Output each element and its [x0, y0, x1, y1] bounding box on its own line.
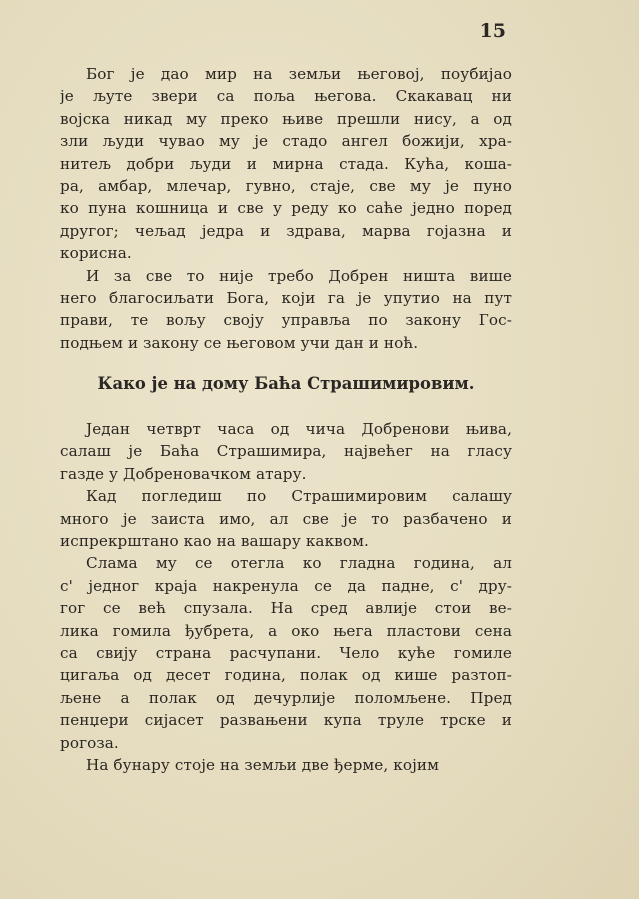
text-line: пенџери сијасет развањени купа труле трске и — [60, 711, 512, 730]
text-line: љене а полак од дечурлије поломљене. Пред — [60, 688, 512, 707]
text-line: Кад погледиш по Страшимировим салашу — [86, 487, 512, 506]
text-line: војска никад му преко њиве прешли нису, а од — [60, 109, 512, 128]
text-line: лика гомила ђубрета, а око њега пластови сена — [60, 621, 512, 640]
text-line: ко пуна кошница и све у реду ко саће једно поред — [60, 199, 512, 218]
paragraph — [60, 265, 512, 355]
text-line: с' једног краја накренула се да падне, с' дру- — [60, 576, 512, 595]
text-line: подњем и закону се његовом учи дан и ноћ. — [60, 333, 419, 352]
text-line: са свију страна расчупани. Чело куће гомиле — [60, 644, 512, 663]
text-line: гог се већ спузала. На сред авлије стои ве- — [60, 599, 512, 618]
text-line: Један четврт часа од чича Добренови њива, — [86, 420, 512, 438]
text-line: Бог је дао мир на земљи његовој, поубијао — [86, 65, 512, 83]
text-line: него благосиљати Бога, који га је упутио на пут — [60, 289, 512, 308]
text-line: прави, те вољу своју управља по закону Гос- — [60, 311, 512, 330]
text-line: салаш је Баћа Страшимира, највећег на гласу — [60, 442, 512, 461]
page-number: 15 — [479, 20, 506, 42]
text-line: је љуте звери са поља његова. Скакавац ни — [60, 87, 512, 106]
paragraph — [60, 485, 512, 552]
text-line: испрекрштано као на вашару каквом. — [60, 532, 369, 551]
text-line: И за све то није требо Добрен ништа више — [86, 266, 512, 285]
paragraph — [60, 418, 512, 485]
text-line: газде у Добреновачком атару. — [60, 464, 307, 483]
text-line: зли људи чувао му је стадо ангел божији, хра- — [60, 132, 512, 151]
paragraph — [60, 552, 512, 754]
section-heading: Како је на дому Баћа Страшимировим. — [97, 374, 475, 393]
text-line: Слама му се отегла ко гладна година, ал — [86, 554, 512, 573]
text-line: На бунару стоје на земљи две ђерме, којим — [86, 756, 440, 775]
text-line: цигаља од десет година, полак од кише разтоп- — [60, 666, 512, 685]
section-one-text — [60, 63, 512, 354]
text-line: корисна. — [60, 244, 132, 263]
paragraph — [60, 63, 512, 265]
text-line: рогоза. — [60, 733, 119, 752]
section-two-text — [60, 418, 512, 777]
text-line: нитељ добри људи и мирна стада. Кућа, коша- — [60, 154, 512, 173]
text-line: много је заиста имо, ал све је то разбачено и — [60, 509, 512, 528]
paragraph — [60, 754, 512, 776]
text-line: другог; чељад једра и здрава, марва гојазна и — [60, 221, 512, 240]
text-line: ра, амбар, млечар, гувно, стаје, све му је пуно — [60, 177, 512, 196]
